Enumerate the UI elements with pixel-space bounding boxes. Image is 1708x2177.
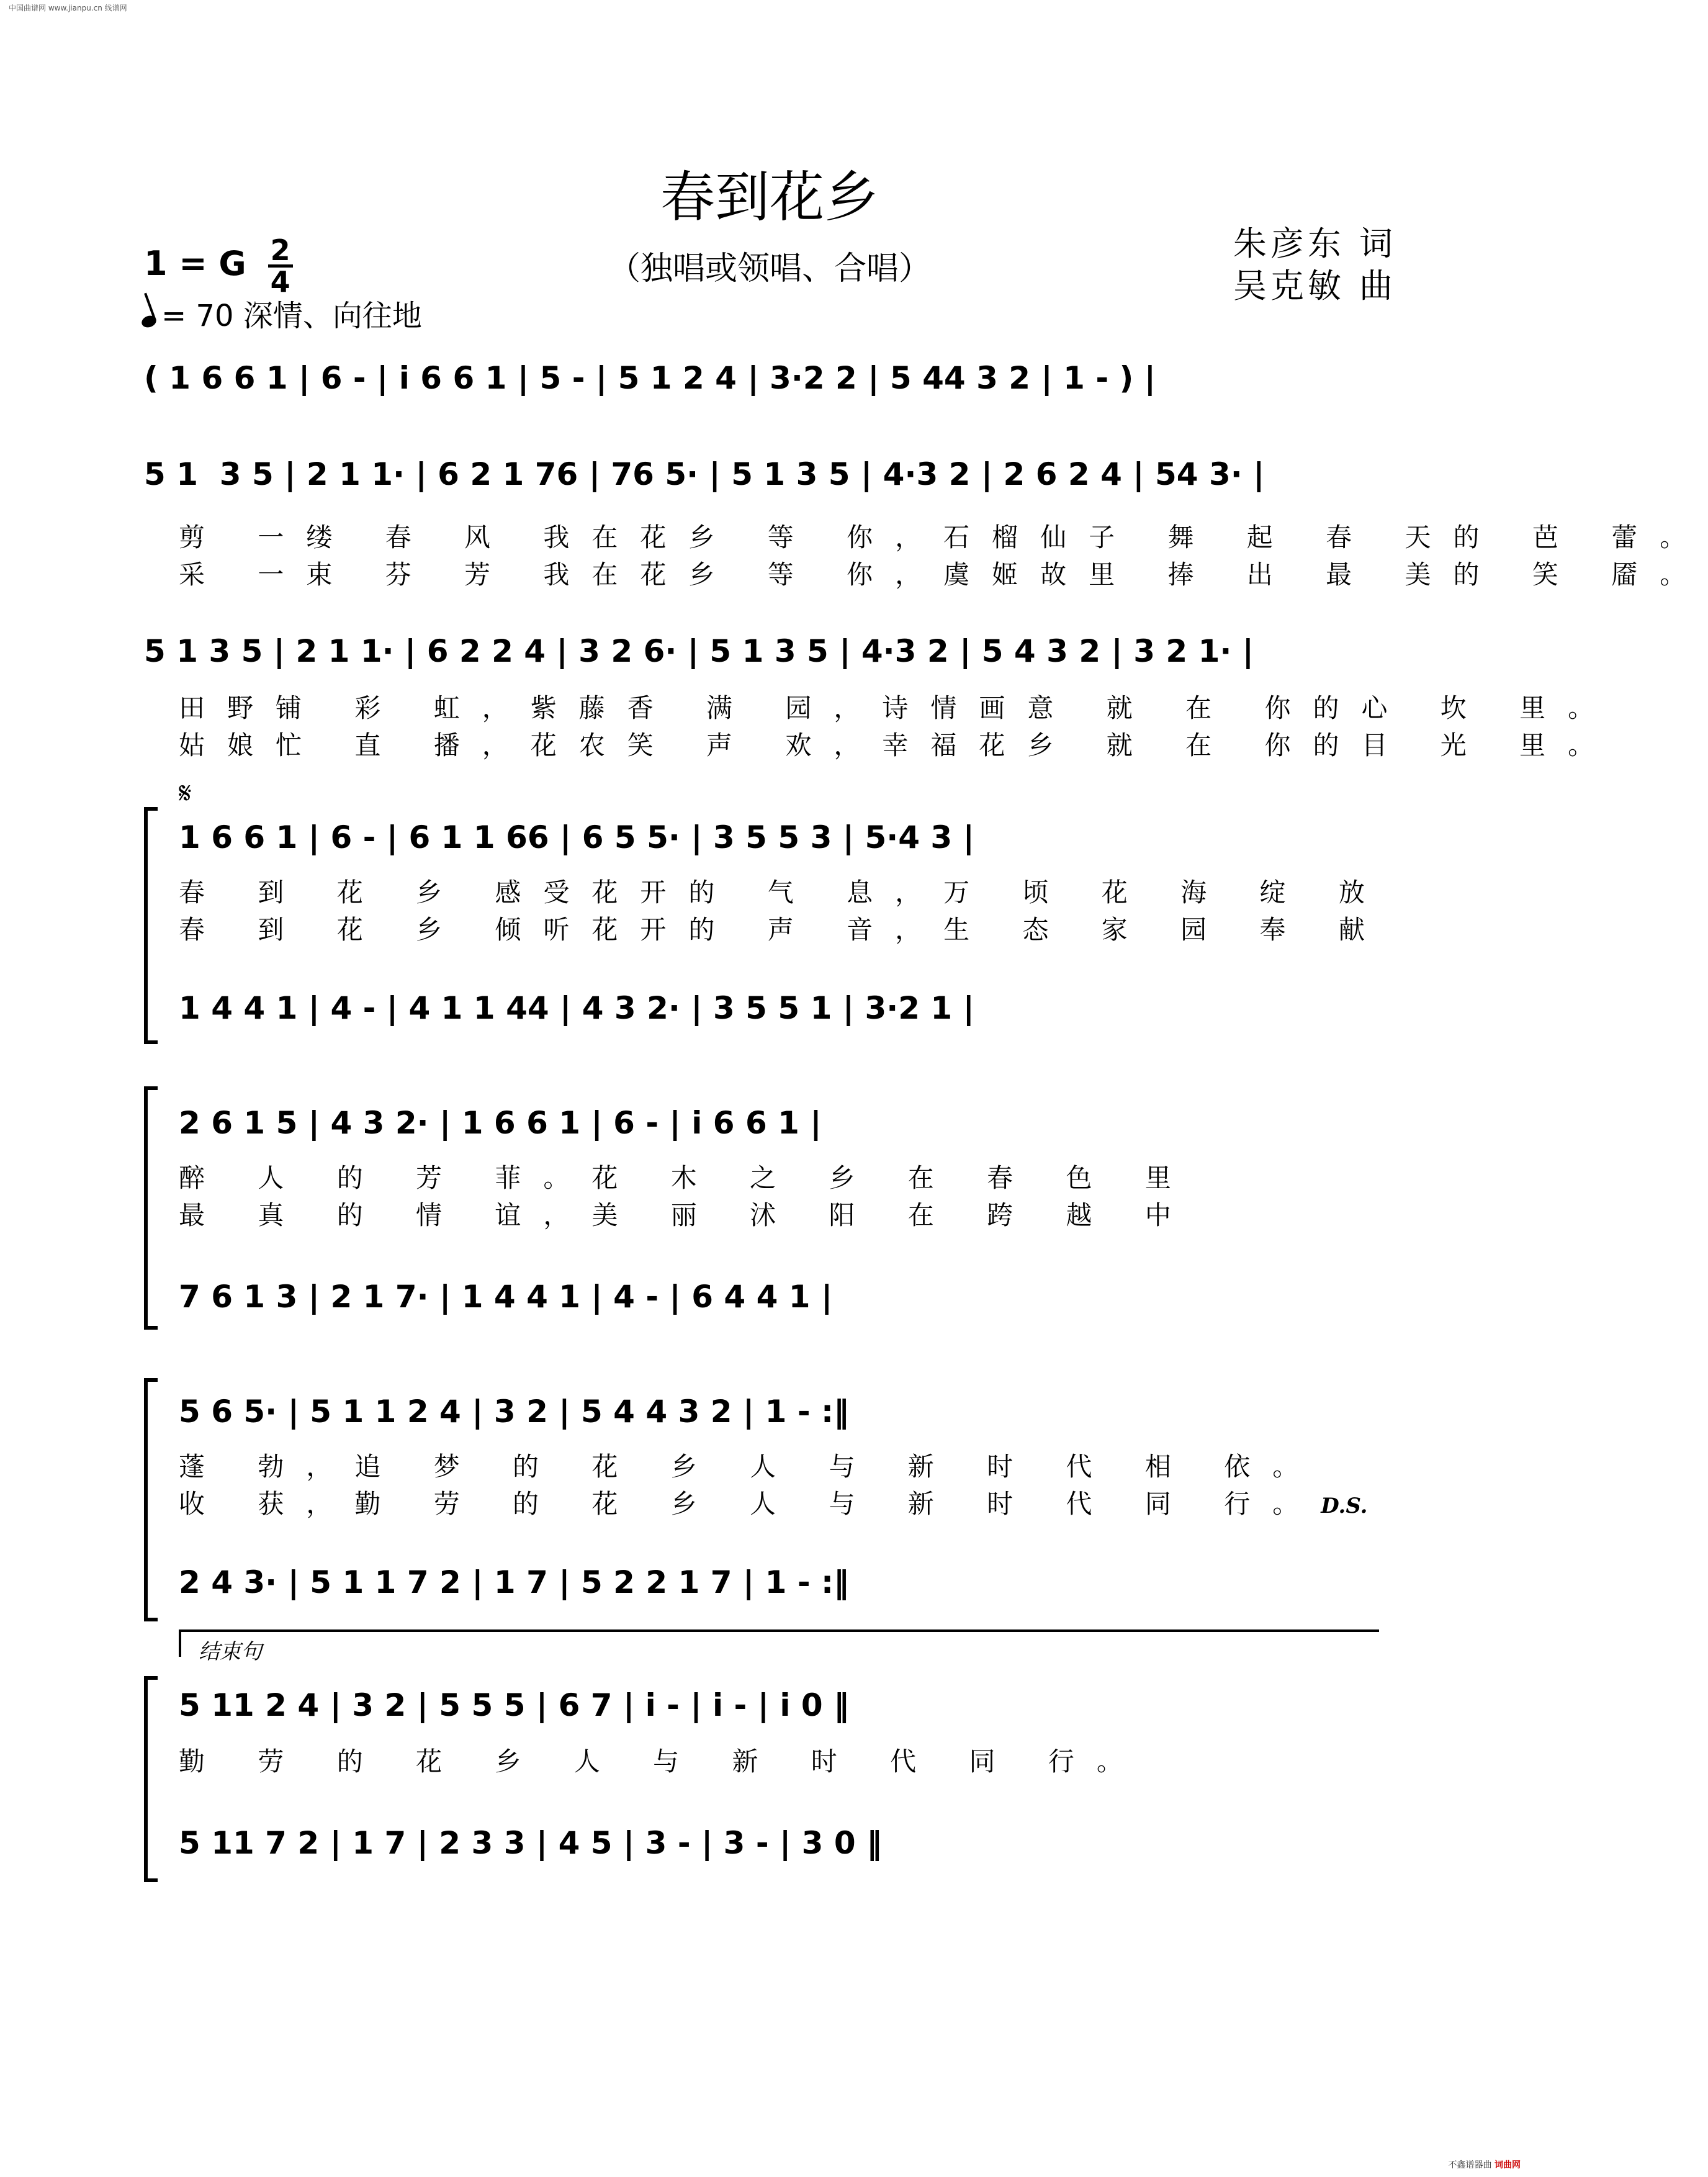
- system-brace: [144, 1676, 158, 1882]
- coda-bottom-line: [179, 1825, 1426, 1870]
- chorus1-lyrics-1: 春 到 花 乡 感受花开的 气 息，万 顷 花 海 绽 放: [179, 877, 1387, 908]
- footer-left: 不鑫谱器曲: [1448, 2160, 1492, 2170]
- chorus1-bottom-line: [179, 990, 1426, 1035]
- intro-line: [144, 360, 1391, 405]
- chorus3-top-line: [179, 1394, 1426, 1438]
- header-watermark: 中国曲谱网 www.jianpu.cn 线谱网: [9, 4, 127, 12]
- footer-watermark: [1449, 2158, 1521, 2171]
- ds-marker: D.S.: [1321, 1494, 1368, 1518]
- chorus3-top-notes: 5 6 5· | 5 1 1 2 4 | 3 2 | 5 4 4 3 2 | 1 - :‖: [179, 1394, 849, 1430]
- chorus2-lyrics-1: 醉 人 的 芳 菲。花 木 之 乡 在 春 色 里: [179, 1163, 1193, 1193]
- chorus3-bottom-notes: 2 4 3· | 5 1 1 7 2 | 1 7 | 5 2 2 1 7 | 1 - :‖: [179, 1564, 849, 1600]
- coda-top-line: [179, 1687, 1426, 1732]
- time-numerator: 2: [268, 236, 293, 268]
- chorus2-top-notes: 2 6 1 5 | 4 3 2· | 1 6 6 1 | 6 - | i 6 6 1 |: [179, 1105, 822, 1141]
- song-title: 春到花乡: [660, 165, 879, 229]
- chorus1-top-line: [179, 819, 1426, 864]
- verse1-lyrics-2: 采 一束 芬 芳 我在花乡 等 你，虞姬故里 捧 出 最 美的 笑 靥。: [179, 559, 1708, 590]
- chorus3-bottom-line: [179, 1564, 1426, 1609]
- verse2-notes: 5 1 3 5 | 2 1 1· | 6 2 2 4 | 3 2 6· | 5 1 3 5 | 4·3 2 | 5 4 3 2 | 3 2 1· |: [144, 633, 1254, 669]
- coda-bottom-notes: 5 11 7 2 | 1 7 | 2 3 3 | 4 5 | 3 - | 3 - | 3 0 ‖: [179, 1825, 883, 1861]
- intro-notes: ( 1 6 6 1 | 6 - | i 6 6 1 | 5 - | 5 1 2 4 | 3·2 2 | 5 44 3 2 | 1 - ) |: [144, 360, 1156, 396]
- verse2-lyrics-2: 姑娘忙 直 播，花农笑 声 欢，幸福花乡 就 在 你的目 光 里。: [179, 730, 1617, 760]
- chorus2-bottom-line: [179, 1279, 1426, 1323]
- chorus3-lyrics-2: [179, 1484, 1389, 1521]
- lyricist-credit: 朱彦东 词: [1233, 224, 1396, 263]
- tempo-text: = 70 深情、向往地: [161, 299, 422, 333]
- verse1-notes-line: [144, 456, 1391, 501]
- time-signature: [268, 233, 293, 299]
- coda-bracket: [179, 1629, 1379, 1664]
- quarter-note-icon: [140, 313, 158, 329]
- coda-top-notes: 5 11 2 4 | 3 2 | 5 5 5 | 6 7 | i - | i - | i 0 ‖: [179, 1687, 850, 1723]
- chorus1-lyrics-2: 春 到 花 乡 倾听花开的 声 音，生 态 家 园 奉 献: [179, 914, 1387, 945]
- verse2-lyrics-1: 田野铺 彩 虹，紫藤香 满 园，诗情画意 就 在 你的心 坎 里。: [179, 693, 1617, 723]
- key-signature: [144, 233, 293, 299]
- system-brace: [144, 1086, 158, 1330]
- system-brace: [144, 807, 158, 1044]
- chorus3-lyrics-1: 蓬 勃，追 梦 的 花 乡 人 与 新 时 代 相 依。: [179, 1451, 1321, 1482]
- coda-lyrics: 勤 劳 的 花 乡 人 与 新 时 代 同 行。: [179, 1746, 1145, 1777]
- system-brace: [144, 1378, 158, 1621]
- chorus2-top-line: [179, 1105, 1426, 1150]
- composer-credit: 吴克敏 曲: [1233, 266, 1396, 305]
- verse1-notes: 5 1 3 5 | 2 1 1· | 6 2 1 76 | 76 5· | 5 1 3 5 | 4·3 2 | 2 6 2 4 | 54 3· |: [144, 456, 1265, 492]
- key-label: 1 = G: [144, 244, 246, 284]
- chorus1-bottom-notes: 1 4 4 1 | 4 - | 4 1 1 44 | 4 3 2· | 3 5 5 1 | 3·2 1 |: [179, 990, 974, 1026]
- time-denominator: 4: [270, 265, 290, 299]
- song-subtitle: （独唱或领唱、合唱）: [608, 250, 931, 287]
- segno-icon: 𝄋: [179, 776, 192, 811]
- verse1-lyrics-1: 剪 一缕 春 风 我在花乡 等 你，石榴仙子 舞 起 春 天的 芭 蕾。: [179, 522, 1708, 552]
- chorus2-lyrics-2: 最 真 的 情 谊，美 丽 沭 阳 在 跨 越 中: [179, 1200, 1193, 1230]
- ending-label: 结束句: [199, 1639, 262, 1664]
- chorus1-top-notes: 1 6 6 1 | 6 - | 6 1 1 66 | 6 5 5· | 3 5 5 3 | 5·4 3 |: [179, 819, 974, 855]
- verse2-notes-line: [144, 633, 1391, 678]
- chorus2-bottom-notes: 7 6 1 3 | 2 1 7· | 1 4 4 1 | 4 - | 6 4 4 1 |: [179, 1279, 833, 1315]
- chorus3-lyrics-2-text: 收 获，勤 劳 的 花 乡 人 与 新 时 代 同 行。: [179, 1489, 1321, 1519]
- tempo-marking: [142, 292, 422, 335]
- footer-right: 词曲网: [1494, 2160, 1521, 2170]
